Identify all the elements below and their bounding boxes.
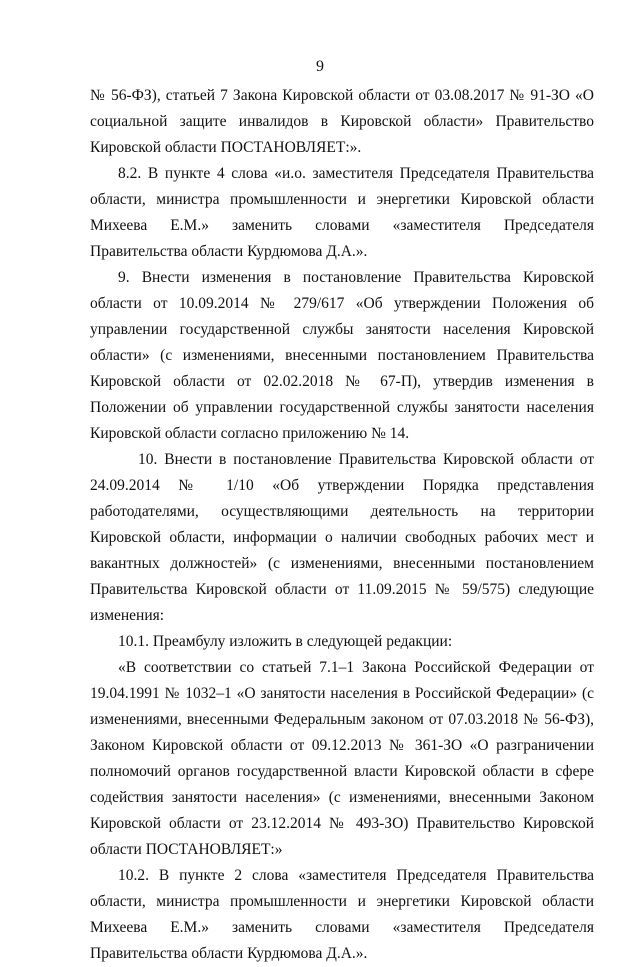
paragraph-preamble-quote: «В соответствии со статьей 7.1–1 Закона Российской Федерации от 19.04.1991 № 1032–1 «О занятости населения в Российской Федерации» (с изменениями, внесенными Федеральным законом от 07.03.2018 № 56-ФЗ), Законом Кировской области от 09.12.2013 № 361-ЗО «О разграничении полномочий органов государственной власти Кировской области в сфере содействия занятости населения» (с изменениями, внесенными Законом Кировской области от 23.12.2014 № 493-ЗО) Правительство Кировской области ПОСТАНОВЛЯЕТ:» (90, 659, 594, 858)
document-body (90, 83, 594, 967)
paragraph-10-1: 10.1. Преамбулу изложить в следующей редакции: (118, 633, 453, 650)
paragraph-8-2: 8.2. В пункте 4 слова «и.о. заместителя Председателя Правительства области, министра промышленности и энергетики Кировской области Михеева Е.М.» заменить словами «заместителя Председателя Правительства области Курдюмова Д.А.». (90, 165, 594, 260)
paragraph-continuation: № 56-ФЗ), статьей 7 Закона Кировской области от 03.08.2017 № 91-ЗО «О социальной защите инвалидов в Кировской области» Правительство Кировской области ПОСТАНОВЛЯЕТ:». (90, 87, 594, 156)
paragraph-9: 9. Внести изменения в постановление Правительства Кировской области от 10.09.2014 № 279/617 «Об утверждении Положения об управлении государственной службы занятости населения Кировской области» (с изменениями, внесенными постановлением Правительства Кировской области от 02.02.2018 № 67-П), утвердив изменения в Положении об управлении государственной службы занятости населения Кировской области согласно приложению № 14. (90, 269, 594, 442)
paragraph-10-2: 10.2. В пункте 2 слова «заместителя Председателя Правительства области, министра промышленности и энергетики Кировской области Михеева Е.М.» заменить словами «заместителя Председателя Правительства области Курдюмова Д.А.». (90, 867, 594, 962)
paragraph-10: 10. Внести в постановление Правительства Кировской области от 24.09.2014 № 1/10 «Об утверждении Порядка представления работодателями, осуществляющими деятельность на территории Кировской области, информации о наличии свободных рабочих мест и вакантных должностей» (с изменениями, внесенными постановлением Правительства Кировской области от 11.09.2015 № 59/575) следующие изменения: (90, 451, 594, 624)
page-number: 9 (316, 58, 324, 75)
